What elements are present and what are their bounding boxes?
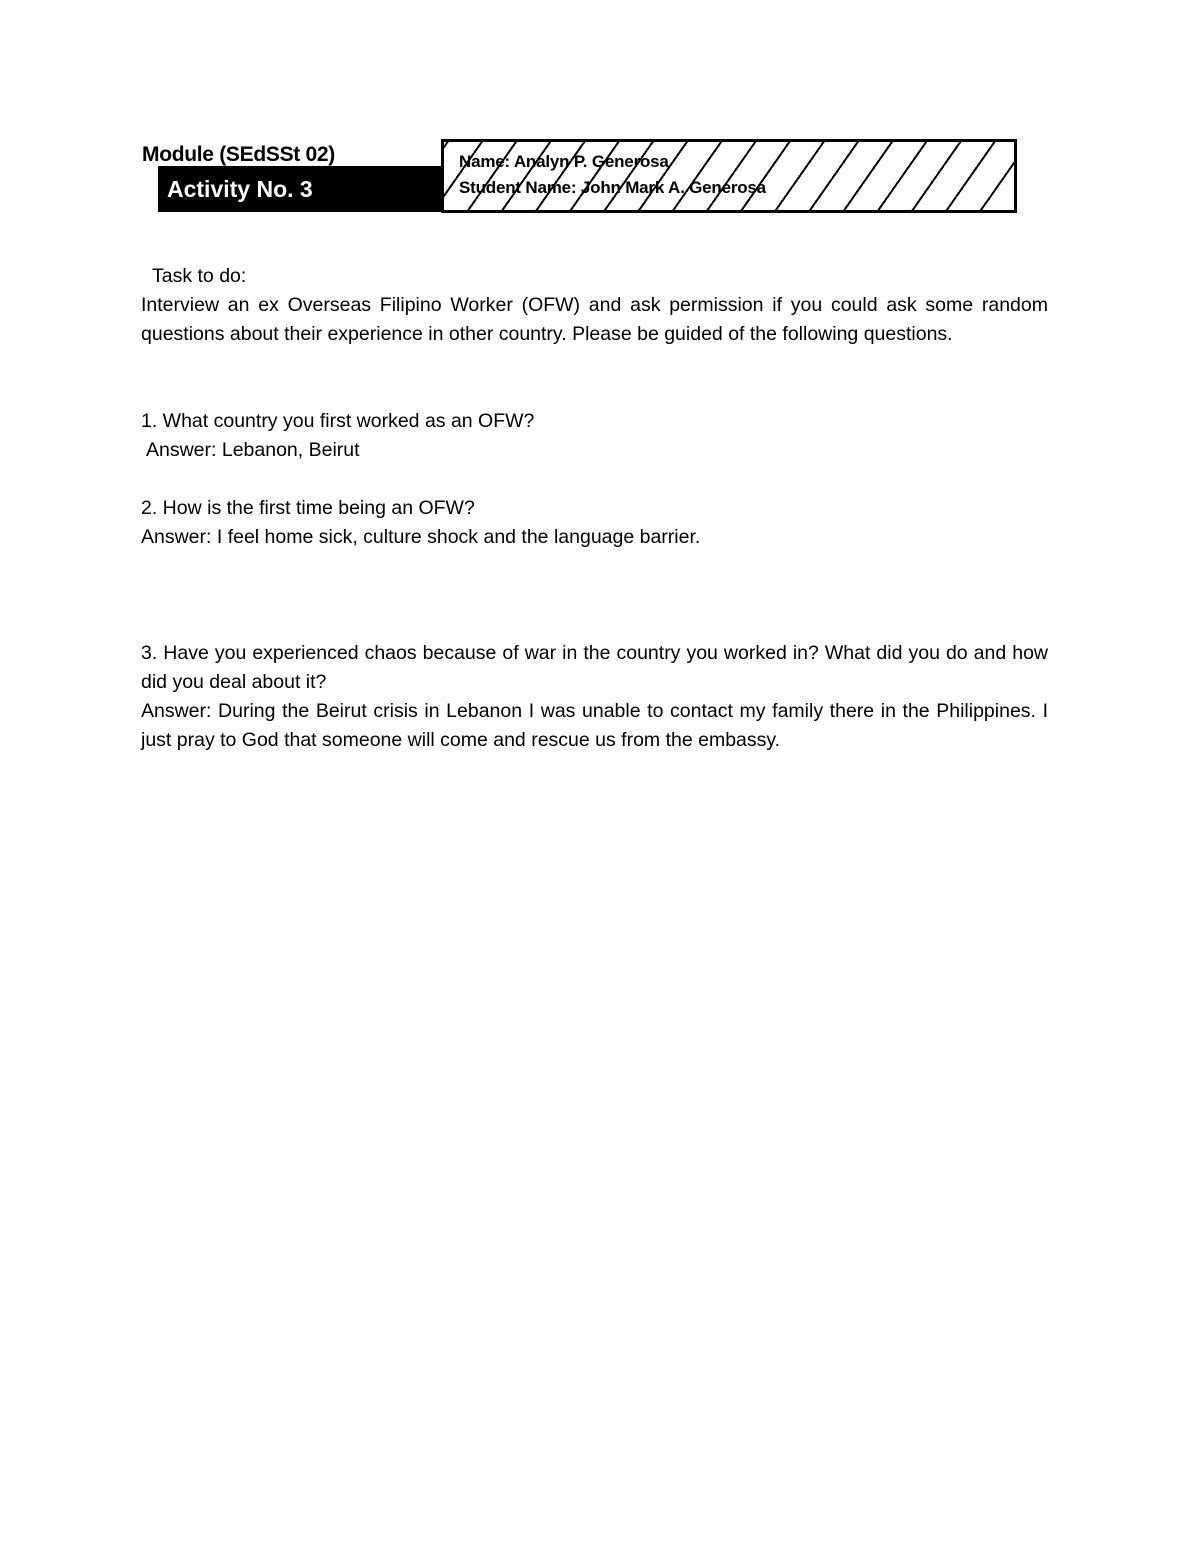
activity-label: Activity No. 3 (167, 176, 313, 202)
answer-text: Answer: During the Beirut crisis in Lebanon I was unable to contact my family there in the Philippines. I just pray to God that someone will come and rescue us from the embassy. (141, 700, 1048, 751)
name-box (441, 139, 1017, 213)
task-instructions: Interview an ex Overseas Filipino Worker (OFW) and ask permission if you could ask some random questions about their experience in other country. Please be guided of the following questions. (141, 294, 1048, 345)
teacher-name: Name: Analyn P. Generosa (459, 152, 669, 171)
question-block-3 (141, 639, 1048, 755)
activity-banner (158, 166, 462, 212)
answer-text: Answer: I feel home sick, culture shock and the language barrier. (141, 526, 701, 548)
document-body (141, 262, 1048, 755)
question-text: 2. How is the first time being an OFW? (141, 497, 475, 519)
module-title: Module (SEdSSt 02) (142, 143, 335, 166)
task-heading: Task to do: (152, 265, 247, 287)
student-name: Student Name: John Mark A. Generosa (459, 178, 766, 197)
question-block-1 (141, 407, 1048, 465)
question-text: 1. What country you first worked as an OFW? (141, 410, 535, 432)
question-block-2 (141, 494, 1048, 552)
question-text: 3. Have you experienced chaos because of war in the country you worked in? What did you do and how did you deal about it? (141, 642, 1048, 693)
answer-text: Answer: Lebanon, Beirut (146, 439, 360, 461)
